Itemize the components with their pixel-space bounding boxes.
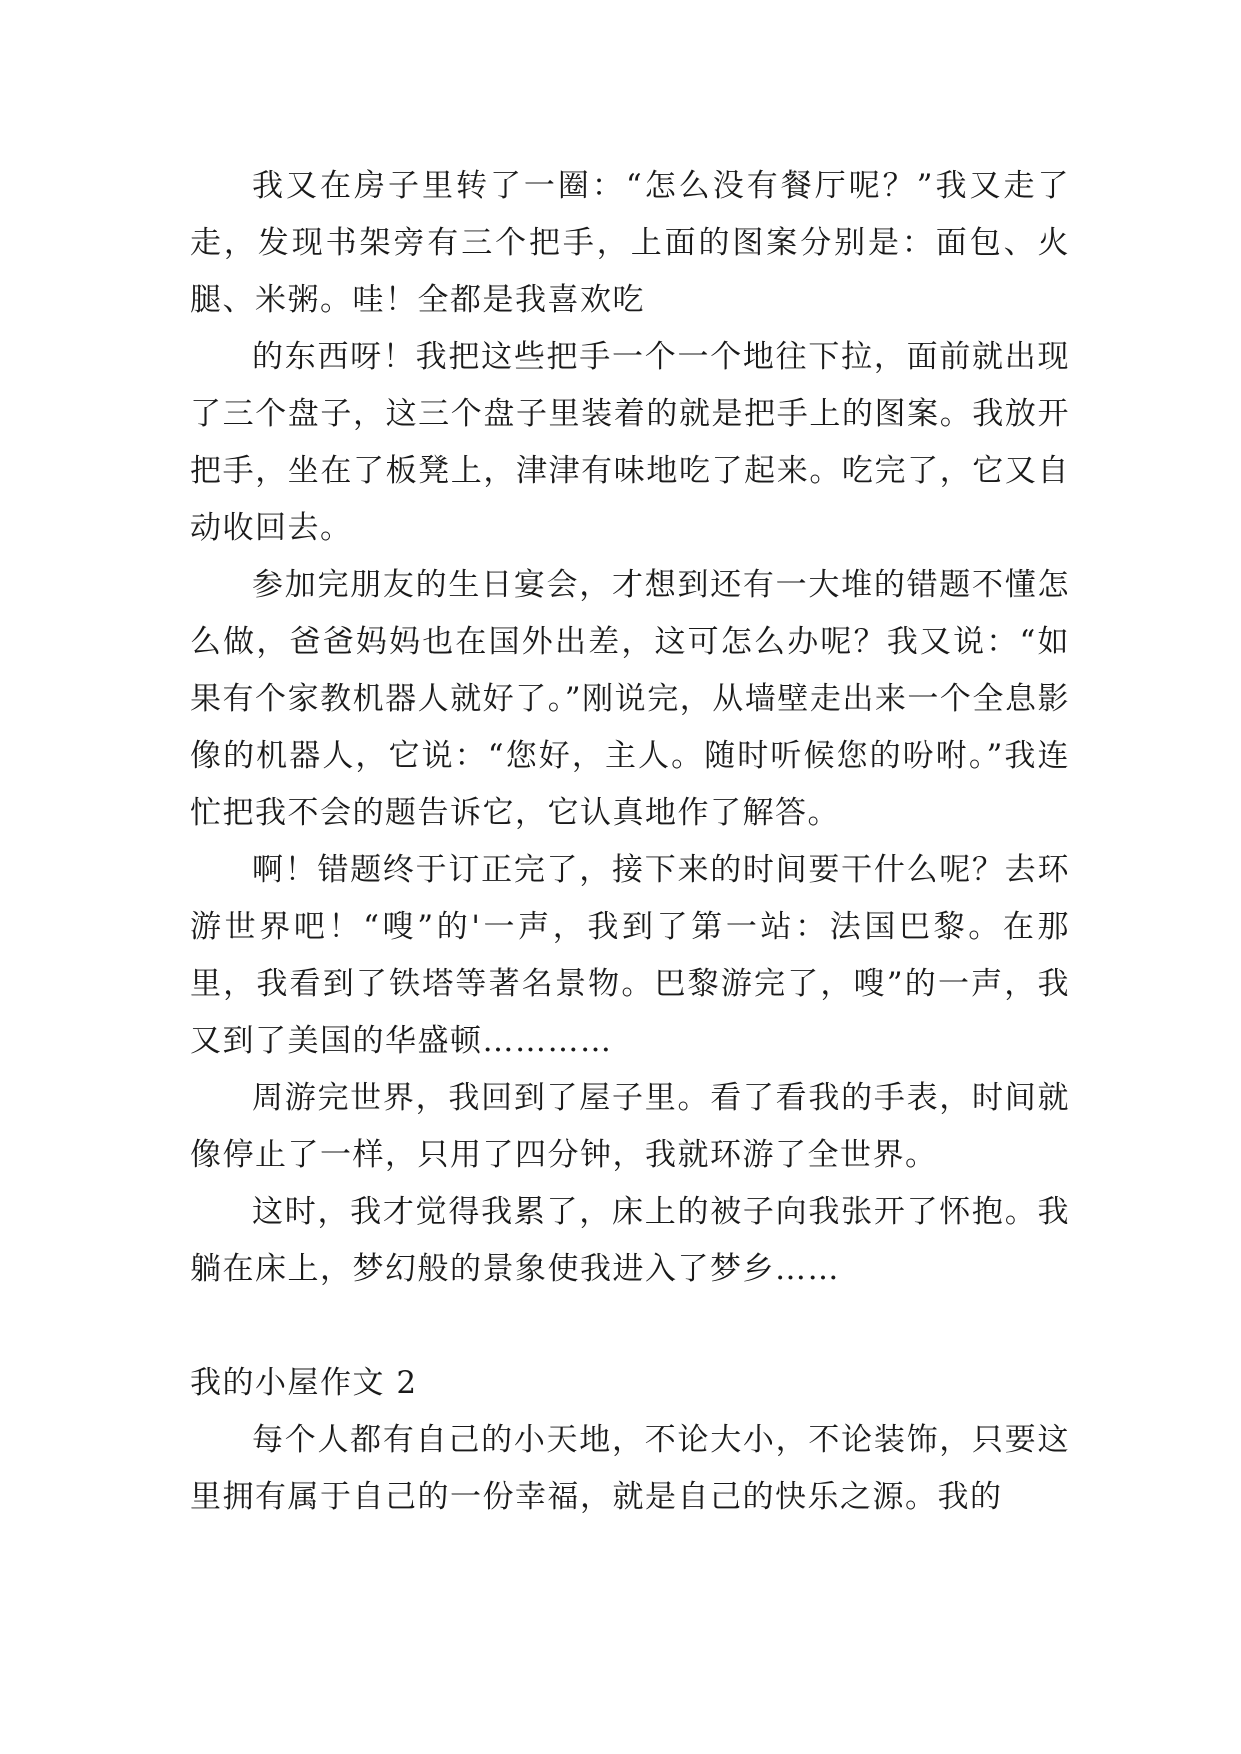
paragraph-world-travel: 啊！错题终于订正完了，接下来的时间要干什么呢？去环游世界吧！“嗖”的'一声，我到了第一站：法国巴黎。在那里，我看到了铁塔等著名景物。巴黎游完了，嗖”的一声，我又到了美国的华盛顿…………	[190, 852, 1070, 1059]
paragraph-dining-handles: 我又在房子里转了一圈：“怎么没有餐厅呢？”我又走了走，发现书架旁有三个把手，上面的图案分别是：面包、火腿、米粥。哇！全都是我喜欢吃	[190, 168, 1070, 318]
paragraph-sleep: 这时，我才觉得我累了，床上的被子向我张开了怀抱。我躺在床上，梦幻般的景象使我进入了梦乡……	[190, 1194, 1070, 1287]
paragraph-return-home: 周游完世界，我回到了屋子里。看了看我的手表，时间就像停止了一样，只用了四分钟，我就环游了全世界。	[190, 1080, 1070, 1173]
section-heading: 我的小屋作文 2	[190, 1365, 418, 1401]
paragraph-little-world: 每个人都有自己的小天地，不论大小，不论装饰，只要这里拥有属于自己的一份幸福，就是自己的快乐之源。我的	[190, 1422, 1070, 1515]
document-body	[190, 158, 1070, 1526]
paragraph-plates: 的东西呀！我把这些把手一个一个地往下拉，面前就出现了三个盘子，这三个盘子里装着的就是把手上的图案。我放开把手，坐在了板凳上，津津有味地吃了起来。吃完了，它又自动收回去。	[190, 339, 1070, 546]
paragraph-tutor-robot: 参加完朋友的生日宴会，才想到还有一大堆的错题不懂怎么做，爸爸妈妈也在国外出差，这可怎么办呢？我又说：“如果有个家教机器人就好了。”刚说完，从墙壁走出来一个全息影像的机器人，它说：“您好，主人。随时听候您的吩咐。”我连忙把我不会的题告诉它，它认真地作了解答。	[190, 567, 1070, 831]
